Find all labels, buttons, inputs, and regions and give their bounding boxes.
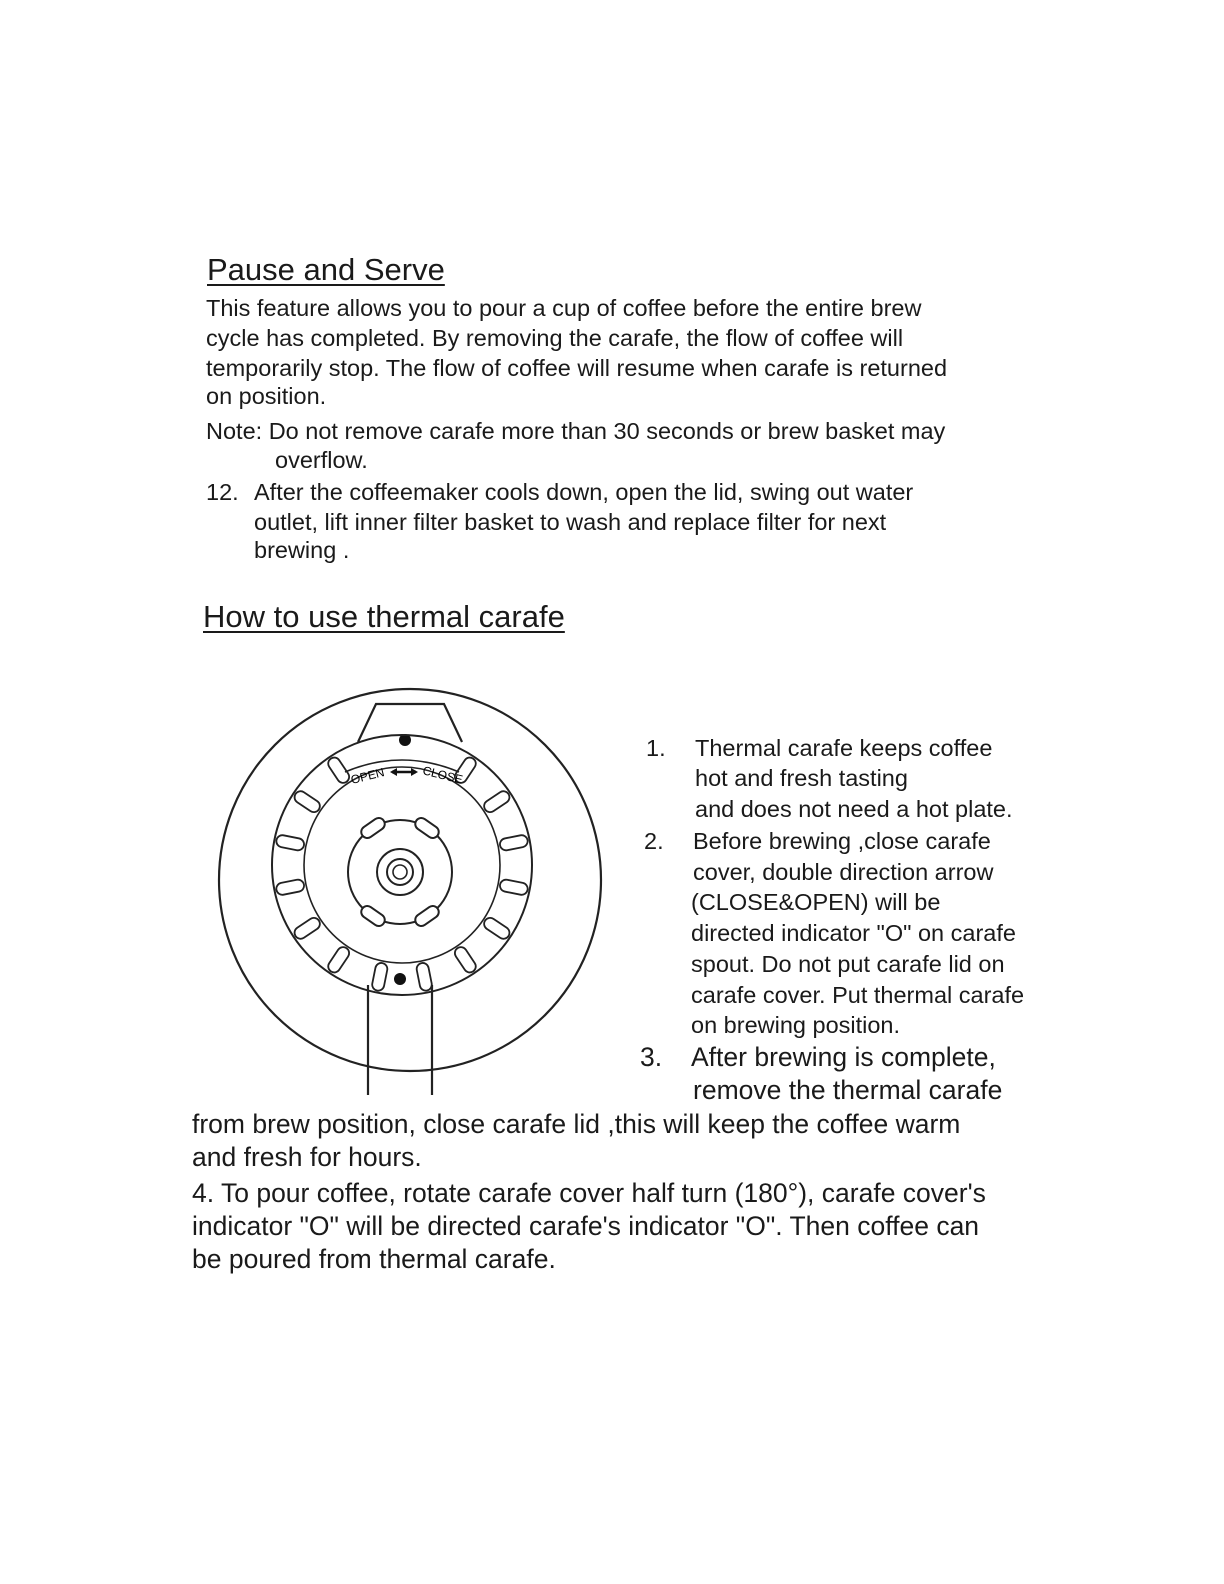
grip-ridge	[275, 834, 305, 851]
double-arrow-icon	[390, 768, 397, 776]
pause-serve-line: on position.	[206, 383, 327, 409]
step-3-number: 3.	[640, 1042, 663, 1072]
step-12-line: outlet, lift inner filter basket to wash and replace filter for next	[254, 509, 887, 535]
step-4-line: indicator "O" will be directed carafe's indicator "O". Then coffee can	[192, 1211, 980, 1241]
grip-ridge	[416, 962, 433, 992]
grip-ridge	[482, 916, 512, 942]
note-line: overflow.	[275, 447, 368, 473]
spout-outline	[358, 704, 462, 742]
pause-serve-line: This feature allows you to pour a cup of coffee before the entire brew	[206, 295, 922, 321]
grip-ridge	[499, 834, 529, 851]
grip-ridge	[482, 789, 512, 815]
thermal-carafe-heading: How to use thermal carafe	[203, 599, 565, 634]
step-2-line: directed indicator "O" on carafe	[691, 920, 1016, 946]
open-label: OPEN	[349, 765, 386, 787]
step-2-line: cover, double direction arrow	[693, 859, 994, 885]
step-2-number: 2.	[644, 828, 664, 854]
grip-ridge	[371, 962, 388, 992]
step-2-line: carafe cover. Put thermal carafe	[691, 982, 1025, 1008]
pause-serve-line: cycle has completed. By removing the carafe, the flow of coffee will	[206, 325, 904, 351]
carafe-lid-diagram	[200, 680, 620, 1100]
grip-ridge	[292, 789, 322, 815]
step-3-line: and fresh for hours.	[192, 1142, 422, 1172]
step-2-line: Before brewing ,close carafe	[693, 828, 991, 854]
step-2-line: (CLOSE&OPEN) will be	[691, 889, 941, 915]
pause-serve-line: temporarily stop. The flow of coffee will resume when carafe is returned	[206, 355, 948, 381]
lid-grip-ridges	[275, 755, 528, 991]
step-1-line: and does not need a hot plate.	[695, 796, 1013, 822]
step-12-number: 12.	[206, 479, 239, 505]
step-12-line: brewing .	[254, 537, 350, 563]
step-4-line: 4. To pour coffee, rotate carafe cover half turn (180°), carafe cover's	[192, 1178, 986, 1208]
step-2-line: spout. Do not put carafe lid on	[691, 951, 1005, 977]
step-1-line: Thermal carafe keeps coffee	[695, 735, 993, 761]
grip-ridge	[453, 945, 479, 975]
step-1-number: 1.	[646, 735, 666, 761]
grip-ridge	[275, 879, 305, 896]
step-3-line: remove the thermal carafe	[693, 1075, 1003, 1105]
close-label: CLOSE	[421, 763, 465, 787]
step-12-line: After the coffeemaker cools down, open the lid, swing out water	[254, 479, 914, 505]
step-3-line: After brewing is complete,	[691, 1042, 996, 1072]
note-line: Note: Do not remove carafe more than 30 seconds or brew basket may	[206, 418, 946, 444]
grip-ridge	[292, 916, 322, 942]
step-2-line: on brewing position.	[691, 1012, 901, 1038]
cover-indicator-dot	[394, 973, 406, 985]
grip-ridge	[499, 879, 529, 896]
step-1-line: hot and fresh tasting	[695, 765, 908, 791]
pause-serve-heading: Pause and Serve	[207, 252, 445, 287]
grip-ridge	[326, 945, 352, 975]
step-3-line: from brew position, close carafe lid ,this will keep the coffee warm	[192, 1109, 961, 1139]
step-4-line: be poured from thermal carafe.	[192, 1244, 556, 1274]
